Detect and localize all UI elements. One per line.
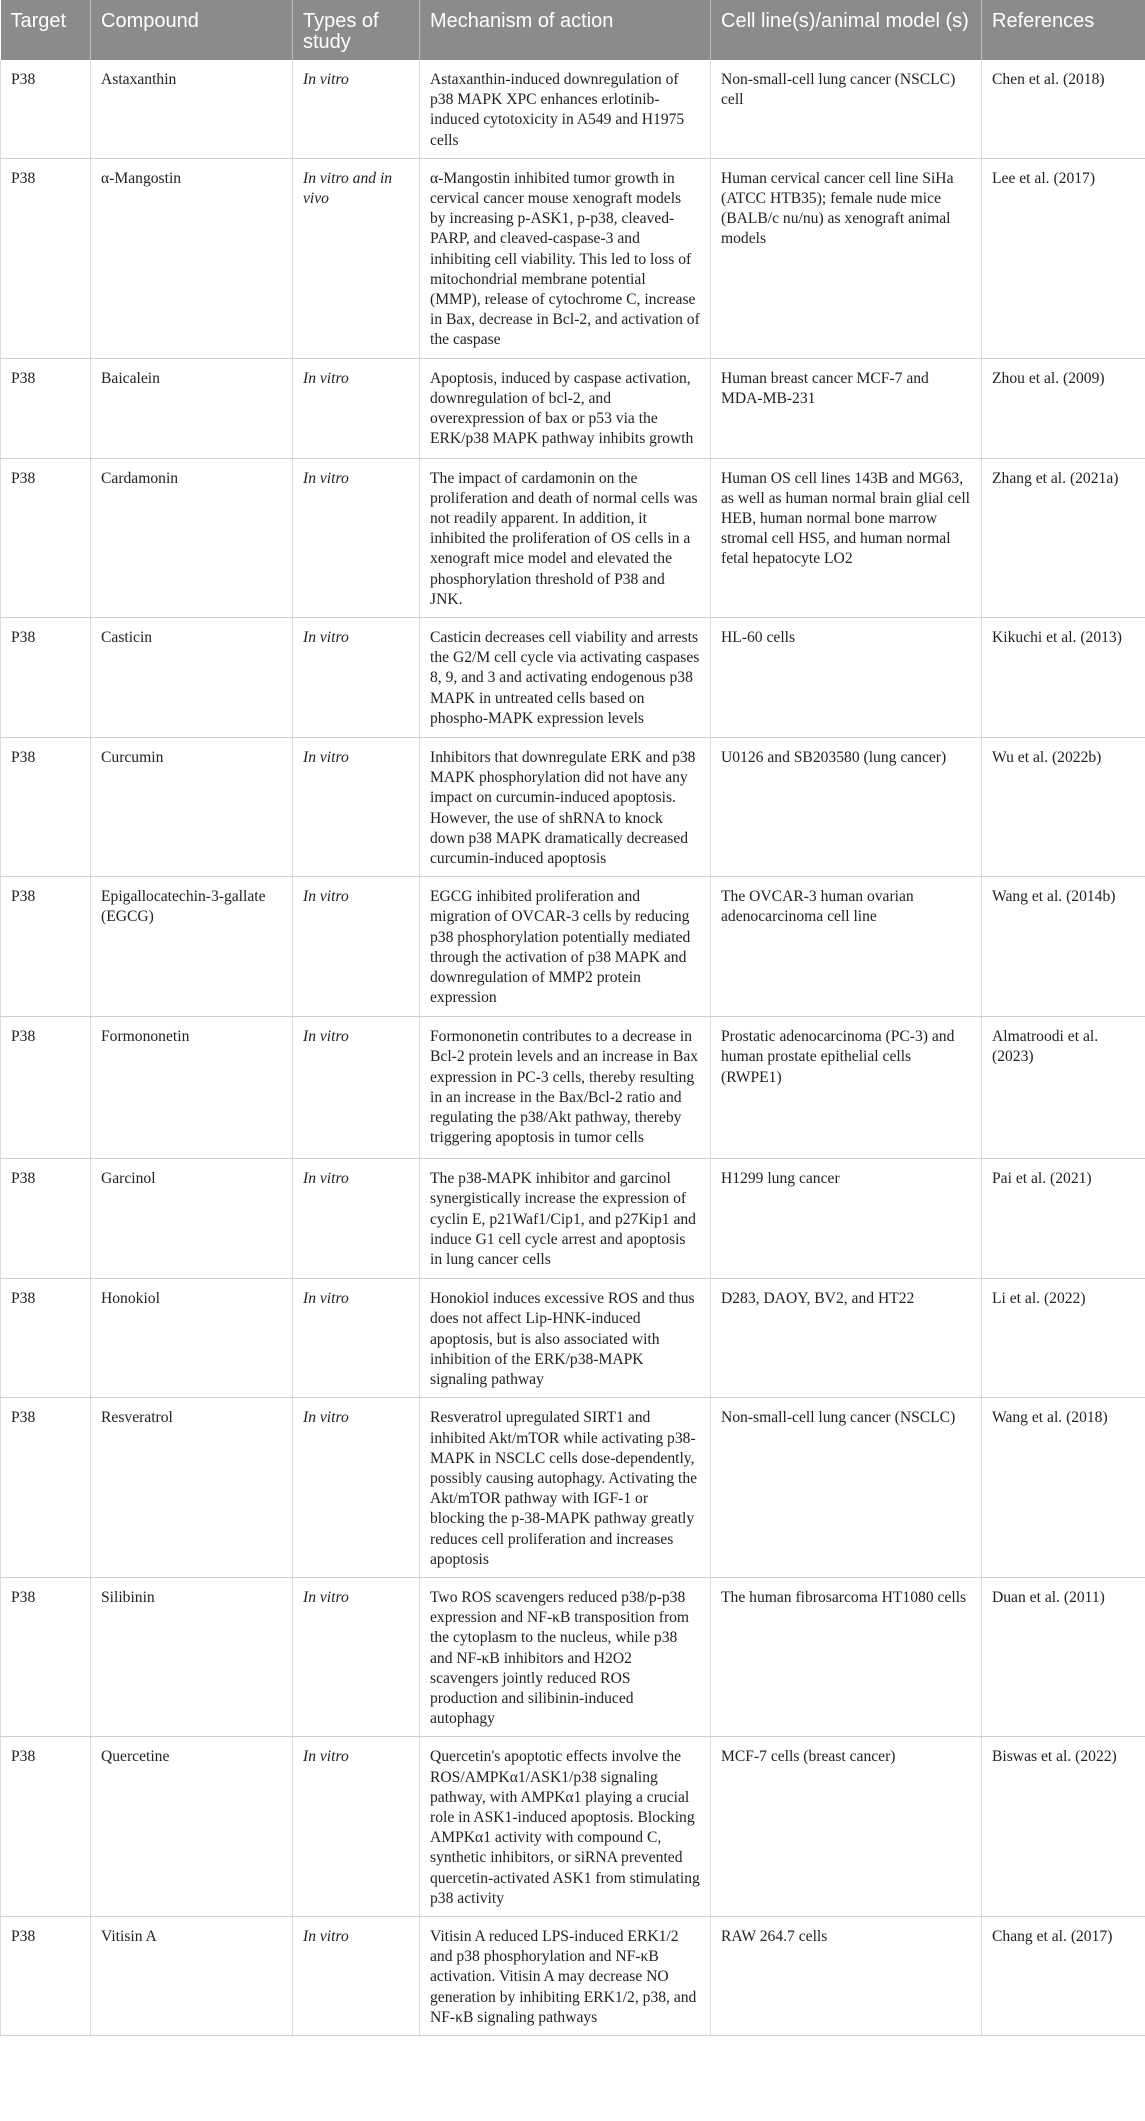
header-compound: Compound [91, 0, 293, 60]
cell-mechanism: Quercetin's apoptotic effects involve the ROS/AMPKα1/ASK1/p38 signaling pathway, with AMPKα1 playing a crucial role in ASK1-induced apoptosis. Blocking AMPKα1 activity with compound C, synthetic inhibitors, or siRNA prevented quercetin-activated ASK1 from stimulating p38 activity [420, 1737, 711, 1917]
cell-study: In vitro [293, 1279, 420, 1398]
cell-mechanism: Apoptosis, induced by caspase activation, downregulation of bcl-2, and overexpression of bax or p53 via the ERK/p38 MAPK pathway inhibits growth [420, 358, 711, 458]
cell-target: P38 [1, 60, 91, 158]
cell-reference: Chang et al. (2017) [982, 1916, 1145, 2035]
cell-study: In vitro [293, 618, 420, 738]
cell-target: P38 [1, 738, 91, 877]
table-body [1, 60, 1145, 2035]
cell-compound: Cardamonin [91, 458, 293, 617]
table-row [1, 877, 1145, 1017]
cell-reference: Zhou et al. (2009) [982, 358, 1145, 458]
cell-target: P38 [1, 1398, 91, 1578]
cell-reference: Duan et al. (2011) [982, 1577, 1145, 1736]
cell-compound: Curcumin [91, 738, 293, 877]
cell-reference: Pai et al. (2021) [982, 1159, 1145, 1279]
cell-mechanism: Honokiol induces excessive ROS and thus does not affect Lip-HNK-induced apoptosis, but is also associated with inhibition of the ERK/p38-MAPK signaling pathway [420, 1279, 711, 1398]
cell-cell-lines: U0126 and SB203580 (lung cancer) [711, 738, 982, 877]
table-row [1, 618, 1145, 738]
cell-target: P38 [1, 1916, 91, 2035]
cell-compound: Casticin [91, 618, 293, 738]
cell-cell-lines: HL-60 cells [711, 618, 982, 738]
header-mechanism: Mechanism of action [420, 0, 711, 60]
table-row [1, 1577, 1145, 1736]
cell-cell-lines: Human breast cancer MCF-7 and MDA-MB-231 [711, 358, 982, 458]
cell-mechanism: α-Mangostin inhibited tumor growth in cervical cancer mouse xenograft models by increasing p-ASK1, p-p38, cleaved-PARP, and cleaved-caspase-3 and inhibiting cell viability. This led to loss of mitochondrial membrane potential (MMP), release of cytochrome C, increase in Bax, decrease in Bcl-2, and activation of the caspase [420, 158, 711, 358]
table-row [1, 358, 1145, 458]
cell-study: In vitro [293, 458, 420, 617]
cell-mechanism: Two ROS scavengers reduced p38/p-p38 expression and NF-κB transposition from the cytoplasm to the nucleus, while p38 and NF-κB inhibitors and H2O2 scavengers jointly reduced ROS production and silibinin-induced autophagy [420, 1577, 711, 1736]
cell-compound: Garcinol [91, 1159, 293, 1279]
cell-cell-lines: Human OS cell lines 143B and MG63, as well as human normal brain glial cell HEB, human normal bone marrow stromal cell HS5, and human normal fetal hepatocyte LO2 [711, 458, 982, 617]
cell-mechanism: EGCG inhibited proliferation and migration of OVCAR-3 cells by reducing p38 phosphorylation potentially mediated through the activation of p38 MAPK and downregulation of MMP2 protein expression [420, 877, 711, 1017]
cell-mechanism: Casticin decreases cell viability and arrests the G2/M cell cycle via activating caspases 8, 9, and 3 and activating endogenous p38 MAPK in untreated cells based on phospho-MAPK expression levels [420, 618, 711, 738]
cell-cell-lines: Non-small-cell lung cancer (NSCLC) cell [711, 60, 982, 158]
cell-compound: Resveratrol [91, 1398, 293, 1578]
cell-study: In vitro [293, 738, 420, 877]
cell-cell-lines: H1299 lung cancer [711, 1159, 982, 1279]
cell-target: P38 [1, 877, 91, 1017]
cell-cell-lines: RAW 264.7 cells [711, 1916, 982, 2035]
cell-study: In vitro [293, 1398, 420, 1578]
cell-target: P38 [1, 1159, 91, 1279]
cell-compound: α-Mangostin [91, 158, 293, 358]
cell-study: In vitro and in vivo [293, 158, 420, 358]
cell-reference: Lee et al. (2017) [982, 158, 1145, 358]
table-row [1, 1737, 1145, 1917]
cell-cell-lines: MCF-7 cells (breast cancer) [711, 1737, 982, 1917]
cell-study: In vitro [293, 358, 420, 458]
header-row [1, 0, 1145, 60]
header-target: Target [1, 0, 91, 60]
cell-reference: Wu et al. (2022b) [982, 738, 1145, 877]
cell-study: In vitro [293, 1017, 420, 1159]
cell-reference: Wang et al. (2018) [982, 1398, 1145, 1578]
cell-mechanism: The impact of cardamonin on the proliferation and death of normal cells was not readily apparent. In addition, it inhibited the proliferation of OS cells in a xenograft mice model and elevated the phosphorylation threshold of P38 and JNK. [420, 458, 711, 617]
cell-compound: Silibinin [91, 1577, 293, 1736]
table-row [1, 1017, 1145, 1159]
table-row [1, 60, 1145, 158]
table-row [1, 1916, 1145, 2035]
cell-cell-lines: The human fibrosarcoma HT1080 cells [711, 1577, 982, 1736]
cell-mechanism: Vitisin A reduced LPS-induced ERK1/2 and p38 phosphorylation and NF-κB activation. Vitisin A may decrease NO generation by inhibiting ERK1/2, p38, and NF-κB signaling pathways [420, 1916, 711, 2035]
cell-cell-lines: Human cervical cancer cell line SiHa (ATCC HTB35); female nude mice (BALB/c nu/nu) as xenograft animal models [711, 158, 982, 358]
cell-cell-lines: Non-small-cell lung cancer (NSCLC) [711, 1398, 982, 1578]
cell-study: In vitro [293, 60, 420, 158]
table-row [1, 458, 1145, 617]
header-types-of-study: Types of study [293, 0, 420, 60]
cell-mechanism: Astaxanthin-induced downregulation of p38 MAPK XPC enhances erlotinib-induced cytotoxicity in A549 and H1975 cells [420, 60, 711, 158]
cell-reference: Wang et al. (2014b) [982, 877, 1145, 1017]
table-row [1, 1159, 1145, 1279]
cell-target: P38 [1, 618, 91, 738]
cell-mechanism: Resveratrol upregulated SIRT1 and inhibited Akt/mTOR while activating p38-MAPK in NSCLC cells dose-dependently, possibly causing autophagy. Activating the Akt/mTOR pathway with IGF-1 or blocking the p-38-MAPK pathway greatly reduces cell proliferation and increases apoptosis [420, 1398, 711, 1578]
cell-target: P38 [1, 1017, 91, 1159]
cell-study: In vitro [293, 1577, 420, 1736]
cell-target: P38 [1, 1737, 91, 1917]
cell-compound: Quercetine [91, 1737, 293, 1917]
header-references: References [982, 0, 1145, 60]
cell-compound: Baicalein [91, 358, 293, 458]
cell-compound: Formononetin [91, 1017, 293, 1159]
table-row [1, 738, 1145, 877]
table-header [1, 0, 1145, 60]
cell-reference: Biswas et al. (2022) [982, 1737, 1145, 1917]
cell-compound: Astaxanthin [91, 60, 293, 158]
table-row [1, 158, 1145, 358]
cell-reference: Almatroodi et al. (2023) [982, 1017, 1145, 1159]
cell-compound: Epigallocatechin-3-gallate (EGCG) [91, 877, 293, 1017]
cell-cell-lines: D283, DAOY, BV2, and HT22 [711, 1279, 982, 1398]
table-row [1, 1398, 1145, 1578]
cell-mechanism: Formononetin contributes to a decrease in Bcl-2 protein levels and an increase in Bax expression in PC-3 cells, thereby resulting in an increase in the Bax/Bcl-2 ratio and regulating the p38/Akt pathway, thereby triggering apoptosis in tumor cells [420, 1017, 711, 1159]
cell-compound: Vitisin A [91, 1916, 293, 2035]
cell-cell-lines: Prostatic adenocarcinoma (PC-3) and human prostate epithelial cells (RWPE1) [711, 1017, 982, 1159]
cell-target: P38 [1, 458, 91, 617]
cell-reference: Chen et al. (2018) [982, 60, 1145, 158]
cell-target: P38 [1, 358, 91, 458]
cell-target: P38 [1, 158, 91, 358]
cell-reference: Li et al. (2022) [982, 1279, 1145, 1398]
cell-study: In vitro [293, 1159, 420, 1279]
cell-mechanism: Inhibitors that downregulate ERK and p38 MAPK phosphorylation did not have any impact on curcumin-induced apoptosis. However, the use of shRNA to knock down p38 MAPK dramatically decreased curcumin-induced apoptosis [420, 738, 711, 877]
cell-target: P38 [1, 1279, 91, 1398]
cell-study: In vitro [293, 877, 420, 1017]
cell-reference: Zhang et al. (2021a) [982, 458, 1145, 617]
header-cell-lines: Cell line(s)/animal model (s) [711, 0, 982, 60]
cell-study: In vitro [293, 1916, 420, 2035]
cell-target: P38 [1, 1577, 91, 1736]
cell-mechanism: The p38-MAPK inhibitor and garcinol synergistically increase the expression of cyclin E, p21Waf1/Cip1, and p27Kip1 and induce G1 cell cycle arrest and apoptosis in lung cancer cells [420, 1159, 711, 1279]
cell-cell-lines: The OVCAR-3 human ovarian adenocarcinoma cell line [711, 877, 982, 1017]
cell-compound: Honokiol [91, 1279, 293, 1398]
cell-study: In vitro [293, 1737, 420, 1917]
cell-reference: Kikuchi et al. (2013) [982, 618, 1145, 738]
table-row [1, 1279, 1145, 1398]
